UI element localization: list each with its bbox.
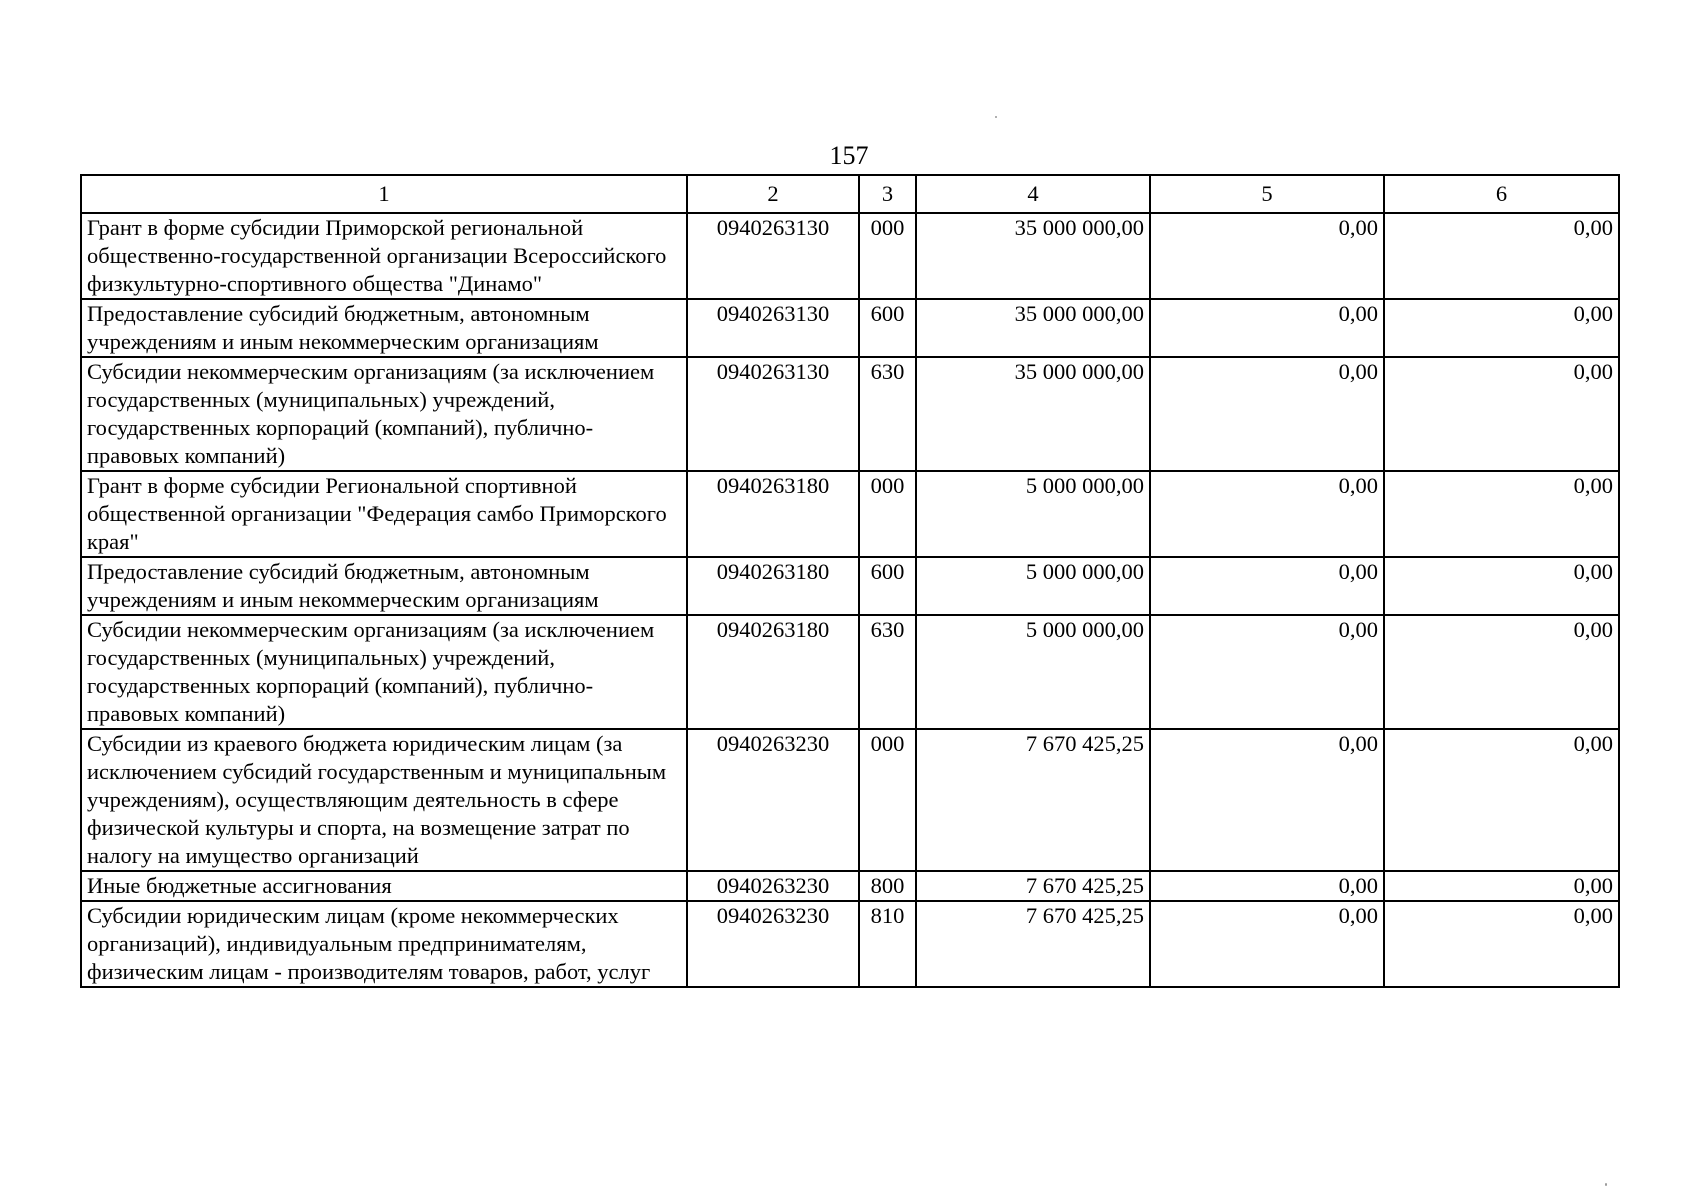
row-col4: 5 000 000,00: [916, 557, 1150, 615]
row-type: 000: [859, 729, 916, 871]
row-col5: 0,00: [1150, 213, 1384, 299]
page-number: 157: [829, 141, 869, 170]
scan-speck: [995, 116, 997, 118]
table-row: [81, 729, 1619, 871]
row-name: Иные бюджетные ассигнования: [81, 871, 687, 901]
column-header: 4: [916, 175, 1150, 213]
row-col4: 5 000 000,00: [916, 471, 1150, 557]
budget-table: [80, 174, 1620, 988]
row-col4: 7 670 425,25: [916, 729, 1150, 871]
row-col5: 0,00: [1150, 871, 1384, 901]
row-col6: 0,00: [1384, 357, 1619, 471]
row-col5: 0,00: [1150, 557, 1384, 615]
row-col4: 35 000 000,00: [916, 213, 1150, 299]
row-name: Предоставление субсидий бюджетным, автономным учреждениям и иным некоммерческим организациям: [81, 557, 687, 615]
row-name: Грант в форме субсидии Региональной спортивной общественной организации "Федерация самбо Приморского края": [81, 471, 687, 557]
row-type: 000: [859, 213, 916, 299]
scan-speck: [1605, 1183, 1607, 1186]
table-row: [81, 871, 1619, 901]
row-name: Субсидии юридическим лицам (кроме некоммерческих организаций), индивидуальным предпринимателям, физическим лицам - производителям товаров, работ, услуг: [81, 901, 687, 987]
row-col5: 0,00: [1150, 729, 1384, 871]
row-code: 0940263130: [687, 299, 859, 357]
row-col6: 0,00: [1384, 299, 1619, 357]
row-type: 600: [859, 557, 916, 615]
row-code: 0940263180: [687, 615, 859, 729]
row-type: 630: [859, 357, 916, 471]
column-header: 6: [1384, 175, 1619, 213]
row-type: 630: [859, 615, 916, 729]
row-col6: 0,00: [1384, 557, 1619, 615]
row-col4: 35 000 000,00: [916, 299, 1150, 357]
table-row: [81, 557, 1619, 615]
column-header: 2: [687, 175, 859, 213]
row-code: 0940263230: [687, 901, 859, 987]
row-col4: 7 670 425,25: [916, 901, 1150, 987]
row-type: 810: [859, 901, 916, 987]
row-code: 0940263230: [687, 871, 859, 901]
row-code: 0940263230: [687, 729, 859, 871]
table-row: [81, 299, 1619, 357]
row-col6: 0,00: [1384, 471, 1619, 557]
table-row: [81, 901, 1619, 987]
row-type: 000: [859, 471, 916, 557]
row-name: Грант в форме субсидии Приморской региональной общественно-государственной организации Всероссийского физкультурно-спортивного общества "Динамо": [81, 213, 687, 299]
row-type: 600: [859, 299, 916, 357]
row-col5: 0,00: [1150, 471, 1384, 557]
row-col6: 0,00: [1384, 901, 1619, 987]
table-row: [81, 213, 1619, 299]
row-col6: 0,00: [1384, 729, 1619, 871]
row-name: Предоставление субсидий бюджетным, автономным учреждениям и иным некоммерческим организациям: [81, 299, 687, 357]
row-col5: 0,00: [1150, 357, 1384, 471]
column-header: 5: [1150, 175, 1384, 213]
row-code: 0940263130: [687, 213, 859, 299]
row-name: Субсидии из краевого бюджета юридическим лицам (за исключением субсидий государственным и муниципальным учреждениям), осуществляющим деятельность в сфере физической культуры и спорта, на возмещение затрат по налогу на имущество организаций: [81, 729, 687, 871]
row-name: Субсидии некоммерческим организациям (за исключением государственных (муниципальных) учреждений, государственных корпораций (компаний), публично-правовых компаний): [81, 615, 687, 729]
row-col4: 35 000 000,00: [916, 357, 1150, 471]
column-header: 3: [859, 175, 916, 213]
row-name: Субсидии некоммерческим организациям (за исключением государственных (муниципальных) учреждений, государственных корпораций (компаний), публично-правовых компаний): [81, 357, 687, 471]
table-row: [81, 615, 1619, 729]
row-col5: 0,00: [1150, 901, 1384, 987]
column-header: 1: [81, 175, 687, 213]
row-col4: 7 670 425,25: [916, 871, 1150, 901]
row-type: 800: [859, 871, 916, 901]
header-row: [81, 175, 1619, 213]
row-code: 0940263130: [687, 357, 859, 471]
row-col6: 0,00: [1384, 871, 1619, 901]
table-row: [81, 471, 1619, 557]
table-row: [81, 357, 1619, 471]
row-col6: 0,00: [1384, 213, 1619, 299]
row-col5: 0,00: [1150, 615, 1384, 729]
row-code: 0940263180: [687, 557, 859, 615]
row-col5: 0,00: [1150, 299, 1384, 357]
row-code: 0940263180: [687, 471, 859, 557]
row-col6: 0,00: [1384, 615, 1619, 729]
row-col4: 5 000 000,00: [916, 615, 1150, 729]
